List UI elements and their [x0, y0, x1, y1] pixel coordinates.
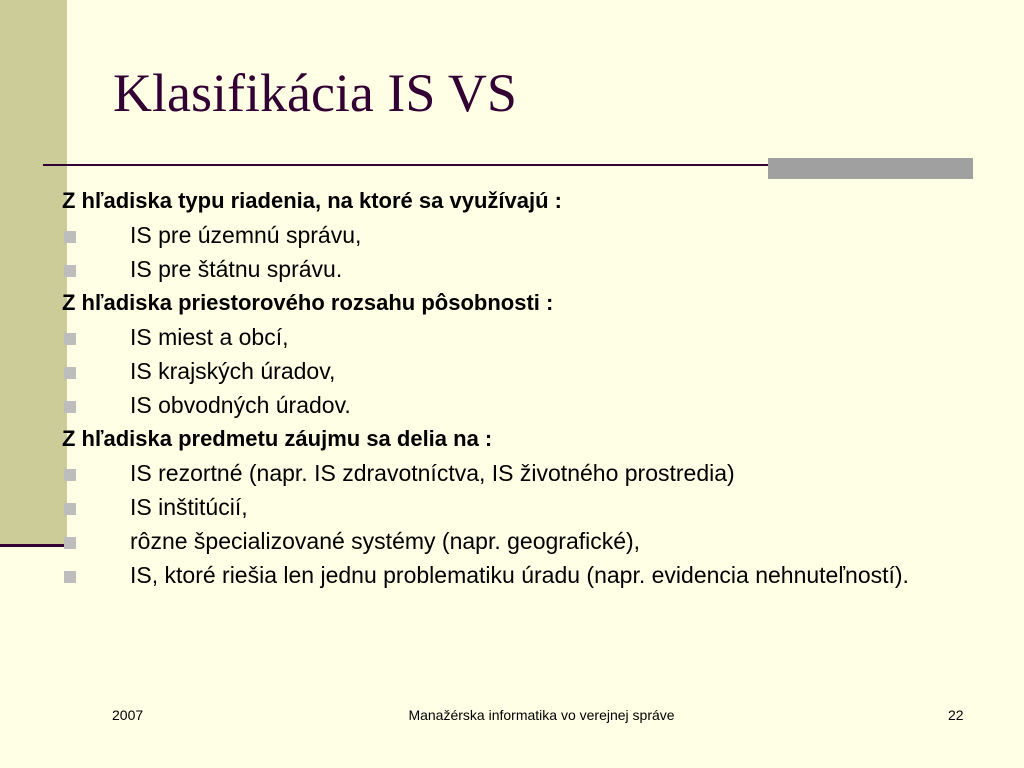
- left-decorative-band: [0, 0, 67, 545]
- accent-bar: [768, 158, 973, 179]
- list-item-text: IS pre územnú správu,: [130, 222, 362, 248]
- square-bullet-icon: [64, 333, 76, 345]
- footer-date: 2007: [112, 707, 144, 723]
- list-item-text: IS inštitúcií,: [130, 494, 248, 520]
- list-item-text: IS, ktoré riešia len jednu problematiku úradu (napr. evidencia nehnuteľností).: [130, 562, 909, 588]
- slide-title: Klasifikácia IS VS: [113, 63, 517, 123]
- list-item: [62, 558, 970, 594]
- list-item: [62, 524, 970, 558]
- square-bullet-icon: [64, 537, 76, 549]
- footer-title: Manažérska informatika vo verejnej správe: [408, 707, 675, 723]
- square-bullet-icon: [64, 367, 76, 379]
- square-bullet-icon: [64, 401, 76, 413]
- list-item-text: rôzne špecializované systémy (napr. geografické),: [130, 528, 641, 554]
- section-heading-rozsah: Z hľadiska priestorového rozsahu pôsobnosti :: [62, 290, 554, 315]
- list-item: [62, 252, 970, 286]
- list-item: [62, 456, 970, 490]
- list-item: [62, 388, 970, 422]
- left-band-underline: [0, 544, 67, 547]
- square-bullet-icon: [64, 231, 76, 243]
- list-item-text: IS pre štátnu správu.: [130, 256, 343, 282]
- list-item: [62, 354, 970, 388]
- list-item-text: IS obvodných úradov.: [130, 392, 351, 418]
- slide-content: [62, 184, 962, 594]
- section-heading-predmet: Z hľadiska predmetu záujmu sa delia na :: [62, 426, 493, 451]
- square-bullet-icon: [64, 503, 76, 515]
- section-heading-riadenie: Z hľadiska typu riadenia, na ktoré sa využívajú :: [62, 188, 562, 213]
- square-bullet-icon: [64, 469, 76, 481]
- list-item-text: IS miest a obcí,: [130, 324, 289, 350]
- list-item-text: IS rezortné (napr. IS zdravotníctva, IS životného prostredia): [130, 460, 735, 486]
- list-item-text: IS krajských úradov,: [130, 358, 336, 384]
- list-item: [62, 320, 970, 354]
- square-bullet-icon: [64, 571, 76, 583]
- square-bullet-icon: [64, 265, 76, 277]
- list-item: [62, 218, 970, 252]
- footer-page-number: 22: [948, 707, 964, 723]
- list-item: [62, 490, 970, 524]
